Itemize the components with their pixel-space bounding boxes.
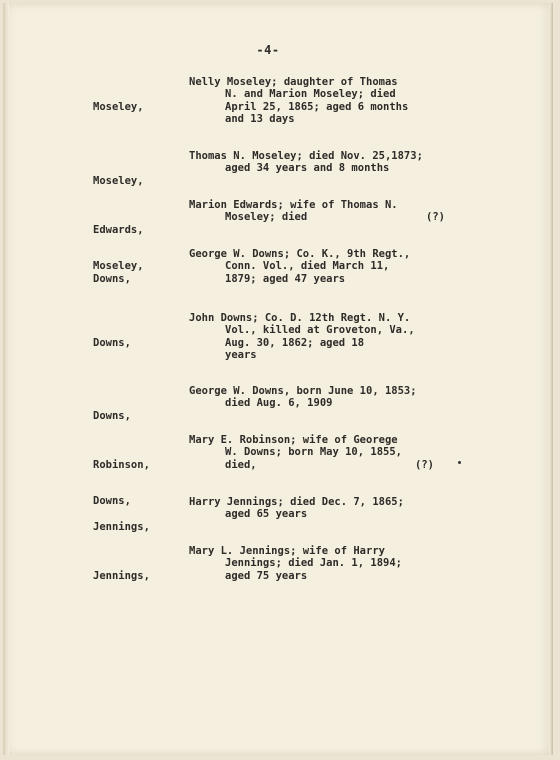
surname-line: Jennings, <box>93 520 150 533</box>
entry-detail <box>189 385 479 410</box>
surname-line: Jennings, <box>93 569 150 582</box>
detail-line: Conn. Vol., died March 11, <box>225 260 390 273</box>
surname-line: Downs, <box>93 409 131 422</box>
detail-line: George W. Downs, born June 10, 1853; <box>189 385 417 397</box>
detail-line: died Aug. 6, 1909 <box>225 397 333 410</box>
surname-line: Moseley, <box>93 100 144 113</box>
entry-surname <box>93 248 183 309</box>
detail-line: John Downs; Co. D. 12th Regt. N. Y. <box>189 312 411 324</box>
detail-line: Marion Edwards; wife of Thomas N. <box>189 199 398 211</box>
uncertain-mark: (?) <box>426 211 445 223</box>
detail-line: aged 34 years and 8 months <box>225 162 390 175</box>
entry-detail <box>189 248 479 285</box>
entry-detail <box>189 76 479 125</box>
detail-line: W. Downs; born May 10, 1855, <box>225 446 403 459</box>
document-page <box>3 3 553 755</box>
detail-line: aged 75 years <box>225 569 308 582</box>
detail-line: Vol., killed at Groveton, Va., <box>225 324 415 337</box>
entry-surname <box>93 312 183 373</box>
detail-line: Aug. 30, 1862; aged 18 <box>225 336 365 349</box>
entry-detail <box>189 434 479 471</box>
detail-line: N. and Marion Moseley; died <box>225 88 396 101</box>
detail-line: Mary L. Jennings; wife of Harry <box>189 545 385 557</box>
entry-surname <box>93 545 183 606</box>
surname-line: Moseley, <box>93 174 144 187</box>
detail-line: April 25, 1865; aged 6 months <box>225 100 409 113</box>
entry-detail <box>189 545 479 582</box>
entry-detail <box>189 312 479 361</box>
entry-surname <box>93 76 183 137</box>
detail-line: Moseley; died <box>225 211 308 224</box>
entry-detail <box>189 150 479 175</box>
page-number: -4- <box>256 43 280 57</box>
detail-line: Mary E. Robinson; wife of Georege <box>189 434 398 446</box>
detail-line: died, <box>225 458 257 471</box>
detail-line: Nelly Moseley; daughter of Thomas <box>189 76 398 88</box>
surname-line: Downs, <box>93 336 131 349</box>
uncertain-mark: (?) <box>415 459 434 471</box>
detail-line: 1879; aged 47 years <box>225 272 346 285</box>
detail-line: Thomas N. Moseley; died Nov. 25,1873; <box>189 150 423 162</box>
detail-line: George W. Downs; Co. K., 9th Regt., <box>189 248 411 260</box>
detail-line: and 13 days <box>225 112 295 125</box>
detail-line: Jennings; died Jan. 1, 1894; <box>225 557 403 570</box>
surname-line: Downs, <box>93 495 131 508</box>
surname-line: Robinson, <box>93 458 150 471</box>
ink-dot <box>458 461 461 464</box>
detail-line: aged 65 years <box>225 508 308 521</box>
detail-line: Harry Jennings; died Dec. 7, 1865; <box>189 496 404 508</box>
detail-line: years <box>225 348 257 361</box>
surname-line: Downs, <box>93 272 131 285</box>
page-right-edge <box>549 3 553 755</box>
entry-detail <box>189 496 479 521</box>
binding-edge <box>3 3 9 755</box>
surname-line: Moseley, <box>93 260 144 273</box>
surname-line: Edwards, <box>93 223 144 236</box>
